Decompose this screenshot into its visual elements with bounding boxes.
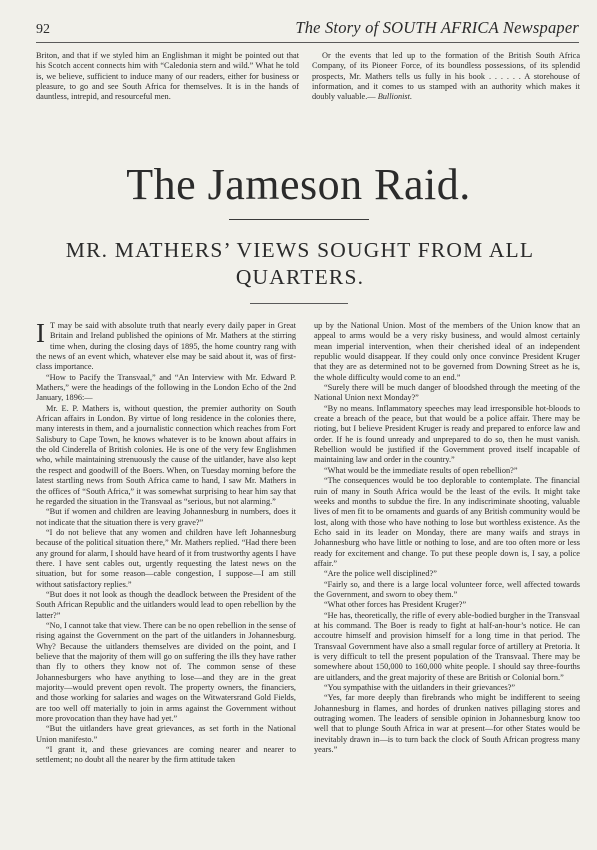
preceding-article-left-column	[36, 51, 299, 147]
article-paragraph: “But the uitlanders have great grievances, as set forth in the National Union manifesto.”	[36, 724, 296, 744]
review-source: Bullionist.	[377, 92, 413, 102]
running-head	[36, 18, 579, 48]
article-paragraph: “You sympathise with the uitlanders in their grievances?”	[324, 683, 516, 693]
article-paragraph: “But does it not look as though the deadlock between the President of the South African Republic and the uitlanders would lead to open rebellion by the latter?”	[36, 589, 296, 620]
header-rule	[36, 42, 579, 43]
article-paragraph: “He has, theoretically, the rifle of every able-bodied burgher in the Transvaal at his command. The Boer is ready to fight at half-an-hour’s notice. He can accoutre himself and provision himself for a long time in that period. The Transvaal Government have also a small regular force of artillery at Pretoria. It is very difficult to tell the present population of the Transvaal. There may be somewhere about 150,000 to 160,000 white people. I should say three-fourths are uitlanders, and the great majority of these are British or Colonial born.”	[314, 610, 580, 682]
article-paragraph: “But if women and children are leaving Johannesburg in numbers, does it not indicate that the situation there is very grave?”	[36, 507, 296, 527]
title-rule	[229, 219, 369, 220]
article-paragraph: “Yes, far more deeply than firebrands who might be indifferent to seeing Johannesburg in flames, and hordes of drunken natives pillaging stores and outraging women. The leaders of sensible opinion in Johannesburg know too well that to plunge South Africa in war at present—for other States would be inevitably drawn in—is to turn back the clock of South African progress many years.”	[314, 693, 580, 755]
subtitle-rule	[250, 303, 348, 304]
article-paragraph: “Are the police well disciplined?”	[324, 569, 437, 579]
article-paragraph: Mr. E. P. Mathers is, without question, the premier authority on South African affairs in London. By virtue of long residence in the colonies there, many interests in them, and a journalistic connection which reaches from Fort Salisbury to Cape Town, he knows whatever is to be known about affairs in the old Cinderella of British colonies. He is one of the very few Englishmen who, while maintaining strenuously the cause of the uitlander, have also kept the respect and goodwill of the Boers. When, on Tuesday morning before the latest startling news from South Africa came to hand, I saw Mr. Mathers in the offices of “South Africa,” it was somewhat surprising to hear him say that he regarded the situation in the Transvaal as “serious, but not alarming.”	[36, 403, 296, 506]
opening-paragraph	[36, 321, 296, 373]
article-paragraph: “By no means. Inflammatory speeches may lead irresponsible hot-bloods to create a breach of the peace, but that would be a police affair. There may be rioting, but I believe President Kruger is ready and prepared to enforce law and order. If he is found unready and unprepared to do so, then he must vanish. Rebellion would be justified if the Government proved itself incapable of maintaining law and order in the country.”	[314, 403, 580, 465]
preceding-article-right-column	[312, 51, 580, 147]
article-paragraph: up by the National Union. Most of the members of the Union know that an appeal to arms would be a very risky business, and would almost certainly mean imperial intervention, when their cherished ideal of an independent republic would disappear. If they could only once convince President Kruger that they are as determined not to be governed from Downing Street as he is, the whole difficulty would come to an end.”	[314, 321, 580, 382]
article-paragraph: “No, I cannot take that view. There can be no open rebellion in the sense of rising against the Government on the part of the uitlanders in Johannesburg. Why? Because the uitlanders themselves are divided on the point, and I believe that the majority of them will go on suffering the ills they have rather than fly to others they know not of. The common sense of these Johannesburgers who have anything to lose—and they are in the great majority—would prevent open revolt. The property owners, the financiers, and those working for salaries and wages on the Witwatersrand Gold Fields, are too well off materially to join in arms against the Government without more provocation than they have had yet.”	[36, 620, 296, 724]
right-paragraphs	[314, 321, 580, 755]
article-paragraph: “The consequences would be too deplorable to contemplate. The financial ruin of many in South Africa would be the least of the evils. It might take weeks and months to subdue the fire. In any indiscriminate shooting, valuable lives of men fit to be ornaments and guards of any British community would be lost, along with those who have nothing to lose but worthless existence. As the Echo said in its leader on Monday, there are many waifs and strays in Johannesburg who have little or nothing to lose, and are too often more or less ready for excitement and change. To put these people down is, I say, a police affair.”	[314, 476, 580, 568]
drop-cap: I	[36, 321, 45, 348]
article-paragraph: “I do not believe that any women and children have left Johannesburg because of the political situation there,” Mr. Mathers replied. “Had there been any ground for alarm, I should have heard of it from trustworthy agents I have there. I have sent cables out, urgently requesting the latest news on the situation, but for some reason—cable congestion, I suppose—I am still without satisfactory replies.”	[36, 527, 296, 589]
article-left-column	[36, 321, 296, 829]
article-subtitle: MR. MATHERS’ VIEWS SOUGHT FROM ALL QUARTERS.	[65, 238, 535, 289]
opening-paragraph-text: T may be said with absolute truth that nearly every daily paper in Great Britain and Ireland published the opinions of Mr. Mathers at the stirring time when, during the closing days of 1895, the home country rang with the news of an event which, whatever else may be said about it, was of first-class importance.	[36, 321, 296, 372]
preceding-left-paragraph: Briton, and that if we styled him an Englishman it might be pointed out that his Scotch accent connects him with “Caledonia stern and wild.” What he told is, we believe, sufficient to induce many of our readers, either for business or pleasure, to go and see South Africa for themselves. It is in the hands of dauntless, intrepid, and resourceful men.	[36, 51, 299, 102]
review-quote: Or the events that led up to the formation of the British South Africa Company, of its Pioneer Force, of its boundless possessions, of its splendid prospects, Mr. Mathers tells us fully in his book . . . . . . A storehouse of information, and it comes to us stamped with an authority which makes it doubly valuable.—	[312, 51, 580, 102]
running-title: The Story of SOUTH AFRICA Newspaper	[295, 18, 579, 37]
preceding-right-paragraph	[312, 51, 580, 103]
left-paragraphs	[36, 373, 296, 766]
article-paragraph: “What other forces has President Kruger?”	[324, 600, 467, 610]
article-paragraph: “Fairly so, and there is a large local volunteer force, well affected towards the Government, and sworn to obey them.”	[314, 579, 580, 599]
article-paragraph: “What would be the immediate results of open rebellion?”	[324, 465, 518, 475]
article-paragraph: “How to Pacify the Transvaal,” and “An Interview with Mr. Edward P. Mathers,” were the headings of the following in the London Echo of the 2nd January, 1896:—	[36, 372, 296, 403]
article-paragraph: “Surely there will be much danger of bloodshed through the meeting of the National Union next Monday?”	[314, 383, 580, 403]
article-right-column	[314, 321, 580, 829]
page-number: 92	[36, 22, 50, 37]
article-title: The Jameson Raid.	[126, 160, 471, 209]
article-paragraph: “I grant it, and these grievances are coming nearer and nearer to settlement; no doubt all the nearer by the firm attitude taken	[36, 745, 296, 765]
